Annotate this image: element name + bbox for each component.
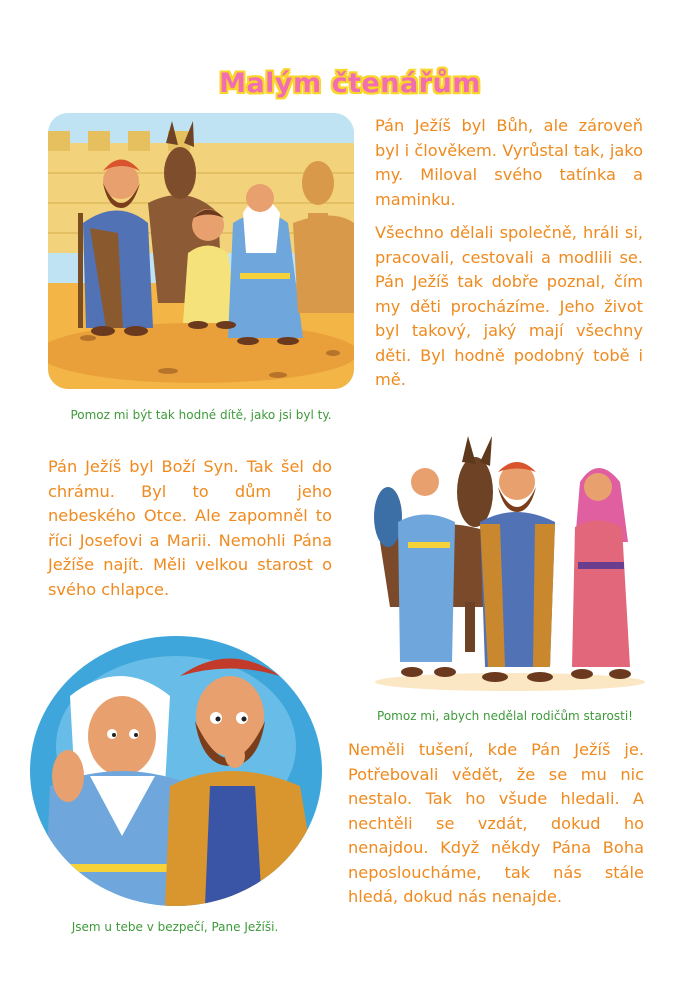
paragraph-2: Všechno dělali společně, hráli si, pracovali, cestovali a modlili se. Pán Ježíš tak dobře poznal, čím my děti procházíme. Jeho život byl takový, jaký mají všechny děti. Byl hodně podobný tobě i mě. [375, 223, 643, 389]
paragraph-1: Pán Ježíš byl Bůh, ale zároveň byl i člověkem. Vyrůstal tak, jako my. Miloval svého tatínka a maminku. [375, 116, 643, 209]
worried-parents-illustration [370, 432, 655, 694]
paragraph-4: Neměli tušení, kde Pán Ježíš je. Potřebovali vědět, že se mu nic nestalo. Tak ho všude hledali. A nechtěli se vzdát, dokud ho nenajdou. Když někdy Pána Boha neposloucháme, tak nás stále hledá, dokud nás nenajde. [348, 740, 644, 906]
caption-2: Pomoz mi, abych nedělal rodičům starosti! [377, 709, 633, 723]
caption-1: Pomoz mi být tak hodné dítě, jako jsi byl ty. [70, 408, 332, 422]
page-title: Malým čtenářům [219, 68, 481, 100]
family-walking-illustration [48, 113, 354, 389]
mary-joseph-circle-illustration [30, 636, 322, 906]
caption-3: Jsem u tebe v bezpečí, Pane Ježíši. [71, 920, 279, 934]
paragraph-3: Pán Ježíš byl Boží Syn. Tak šel do chrámu. Byl to dům jeho nebeského Otce. Ale zapomněl to říci Josefovi a Marii. Nemohli Pána Ježíše najít. Měli velkou starost o svého chlapce. [48, 457, 332, 599]
